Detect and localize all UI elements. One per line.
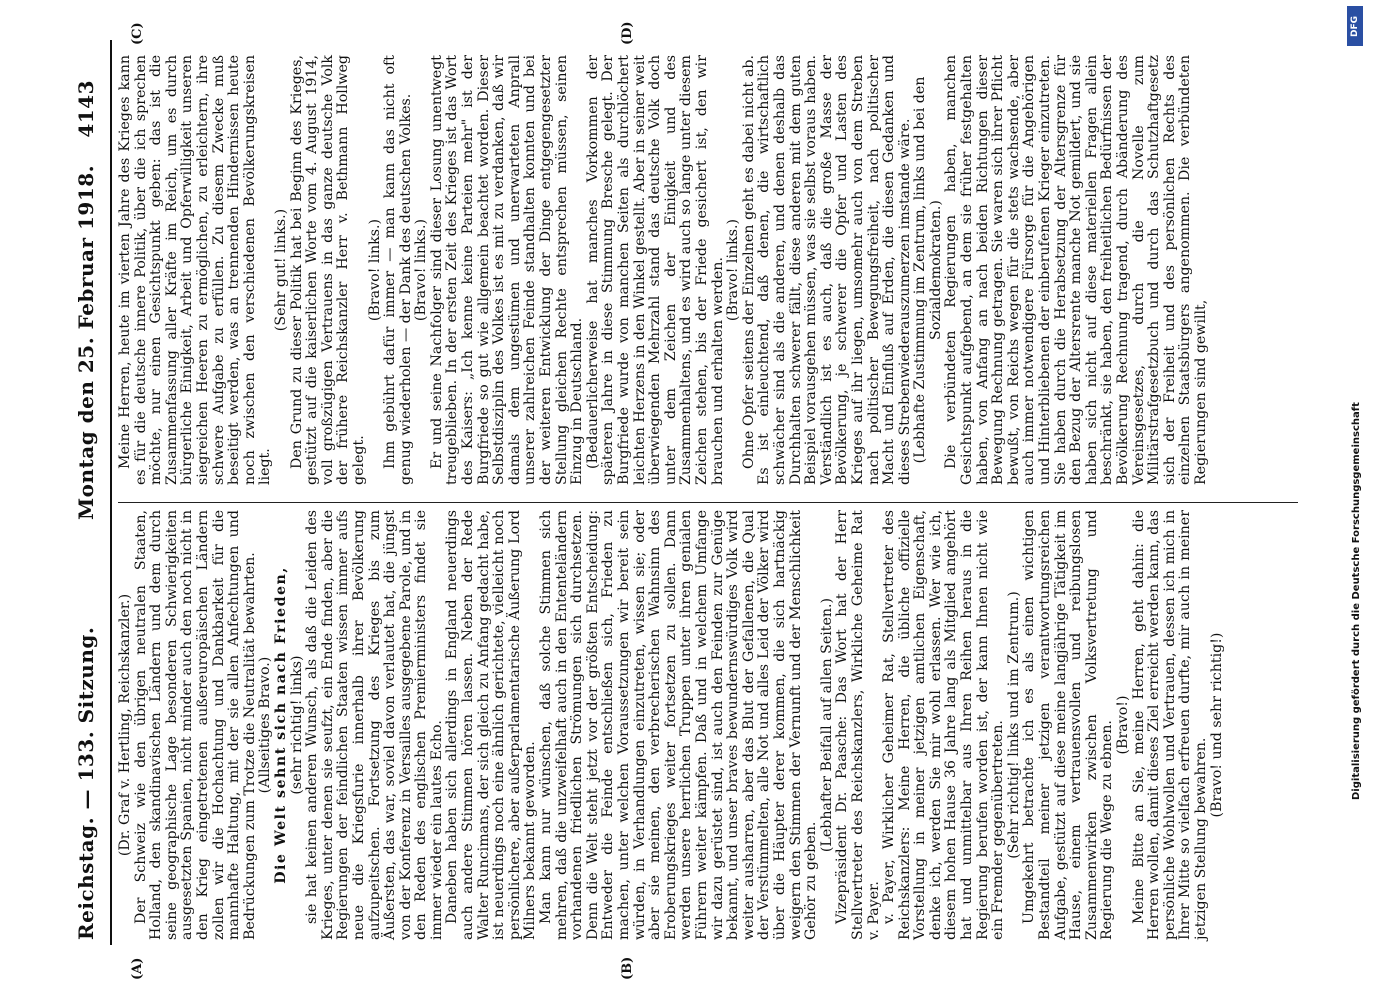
paragraph: Die verbündeten Regierungen haben, manchen Gesichtspunkt aufgebend, an dem sie früher festgehalten haben, von Anfang an nach beiden Richtungen dieser Bewegung Rechnung getragen. Sie waren sich ihrer Pflicht bewußt, von Reichs wegen für die stets wachsende, aber auch immer notwendigere Fürsorge für die Angehörigen und Hinterbliebenen der einberufenen Krieger einzutreten. Sie haben durch die Herabsetzung der Altersgrenze für den Bezug der Altersrente manche Not gemildert, und sie haben sich nicht auf diese materiellen Fragen allein beschränkt, sie haben, den freiheitlichen Bedürfnissen der Bevölkerung Rechnung tragend, durch Abänderung des Vereinsgesetzes, durch die Novelle zum Militärstrafgesetzbuch und durch das Schutzhaftgesetz sich der Freiheit und des persönlichen Rechts des einzelnen Staatsbürgers angenommen. Die verbündeten Regierungen sind gewillt, xyxy=(943,55,1209,485)
paragraph: Den Grund zu dieser Politik hat bei Beginn des Krieges, gestützt auf die kaiserlichen Worte vom 4. August 1914, voll großzügigen Vertrauens in das ganze deutsche Volk der frühere Reichskanzler Herr v. Bethmann Hollweg gelegt. xyxy=(288,55,367,485)
column-right xyxy=(118,55,1210,485)
margin-mark-d: (D) xyxy=(620,21,635,45)
interjection: (Bravo! links.) xyxy=(725,218,742,322)
interjection: (Sehr gut! links.) xyxy=(272,208,289,332)
column-divider xyxy=(118,502,1298,503)
page-header xyxy=(68,40,108,940)
paragraph: v. Payer, Wirklicher Geheimer Rat, Stellvertreter des Reichskanzlers: Meine Herren, die übliche offizielle Vorstellung in meiner jetzigen amtlichen Eigenschaft, denke ich, werden Sie mir wohl erlassen. Wer wie ich, diesem hohen Hause 36 Jahre lang als Mitglied angehört hat und unmittelbar aus Ihren Reihen heraus in die Regierung berufen worden ist, der kann Ihnen nicht wie ein Fremder gegenübertreten. xyxy=(881,510,1007,940)
header-left: Reichstag. — 133. Sitzung. xyxy=(74,626,98,940)
header-date: Montag den 25. Februar 1918. xyxy=(74,164,98,520)
column-left xyxy=(118,510,1225,940)
digitization-credit: Digitalisierung gefördert durch die Deutsche Forschungsgemeinschaft xyxy=(1351,402,1362,800)
interjection: (Bravo! und sehr richtig!) xyxy=(1208,632,1225,818)
paragraph: Umgekehrt betrachte ich es als einen wichtigen Bestandteil meiner jetzigen verantwortungsreichen Aufgabe, gestützt auf diese meine langjährige Tätigkeit im Hause, einem vertrauensvollen und reibungslosen Zusammenwirken zwischen Volksvertretung und Regierung die Wege zu ebnen. xyxy=(1021,510,1116,940)
interjection: (Allseitiges Bravo.) xyxy=(257,656,274,794)
interjection: (Bravo! links.) xyxy=(366,218,383,322)
speaker-line: (Dr. Graf v. Hertling, Reichskanzler.) xyxy=(117,593,133,857)
margin-mark-a: (A) xyxy=(130,957,145,980)
paragraph: (Bedauerlicherweise hat manches Vorkommen der späteren Jahre in diese Stimmung Bresche gelegt. Der Burgfriede wurde von manchen Seiten als durchlöchert leichten Herzens in den Winkel gestellt. Aber in seiner weit überwiegenden Mehrzahl stand das deutsche Volk doch unter dem Zeichen der Einigkeit und des Zusammenhaltens, und es wird auch so lange unter diesem Zeichen stehen, bis der Friede gesichert ist, den wir brauchen und erhalten werden. xyxy=(584,55,726,485)
paragraph: Er und seine Nachfolger sind dieser Losung unentwegt treugeblieben. In der ersten Zeit des Krieges ist das Wort des Kaisers: „Ich kenne keine Parteien mehr" ist der Burgfriede so gut wie allgemein beachtet worden. Dieser Selbstdisziplin des Volkes ist es mit zu verdanken, daß wir damals dem ungestümen und unerwarteten Anprall unserer zahlreichen Feinde standhalten konnten und bei der weiteren Entwicklung der Dinge entgegengesetzter Stellung gleichen Rechte entsprechen müssen, seinen Einzug in Deutschland. xyxy=(428,55,586,485)
paragraph: Ihm gebührt dafür immer — man kann das nicht oft genug wiederholen — der Dank des deutschen Volkes. xyxy=(382,55,414,485)
dfg-logo: DFG xyxy=(1347,6,1363,46)
interjection: (Lebhafter Beifall auf allen Seiten.) xyxy=(818,597,835,853)
paragraph: Meine Bitte an Sie, meine Herren, geht dahin: die Herren wollen, damit dieses Ziel erreicht werden kann, das persönliche Wohlwollen und Vertrauen, dessen ich mich in Ihrer Mitte so vielfach erfreuen durfte, mir auch in meiner jetzigen Stellung bewahren. xyxy=(1130,510,1209,940)
interjection: (Bravo! links.) xyxy=(413,218,430,322)
paragraph: Meine Herren, heute im vierten Jahre des Krieges kann es für die deutsche innere Politik, über die ich sprechen möchte, nur einen Gesichtspunkt geben: das ist die Zusammenfassung aller Kräfte im Reich, um es durch bürgerliche Einigkeit, Arbeit und Opferwilligkeit unseren siegreichen Heeren zu ermöglichen, zu erleichtern, ihre schwere Aufgabe zu erfüllen. Zu diesem Zwecke muß beseitigt werden, was an trennenden Hindernissen heute noch zwischen den verschiedenen Bevölkerungskreisen liegt. xyxy=(117,55,274,485)
page-number: 4143 xyxy=(74,80,98,138)
paragraph: Der Schweiz wie den übrigen neutralen Staaten, Holland, den skandinavischen Ländern und dem durch seine geographische Lage besonderen Schwierigkeiten ausgesetzten Spanien, nicht minder auch den noch nicht in den Krieg eingetretenen außereuropäischen Ländern zollen wir die Hochachtung und Dankbarkeit für die mannhafte Haltung, mit der sie allen Anfechtungen und Bedrückungen zum Trotze die Neutralität bewahrten. xyxy=(132,510,258,940)
heading-line: Die Welt sehnt sich nach Frieden, xyxy=(272,566,289,884)
margin-mark-c: (C) xyxy=(130,22,145,45)
margin-mark-b: (B) xyxy=(620,956,635,980)
header-rule xyxy=(110,40,112,945)
interjection: (Lebhafte Zustimmung im Zentrum, links und bei den Sozialdemokraten.) xyxy=(912,76,944,464)
paragraph: Daneben haben sich allerdings in England neuerdings auch andere Stimmen hören lassen. Neben der Rede Walter Runcimans, der sich gleich zu Anfang gedacht habe, ist neuerdings noch eine ähnlich gerichtete, vielleicht noch persönlichere, aber außerparlamentarische Äußerung Lord Milners bekannt geworden. xyxy=(444,510,539,940)
interjection: (Bravo!) xyxy=(1115,695,1131,755)
paragraph: sie hat keinen anderen Wunsch, als daß die Leiden des Krieges, unter denen sie seufzt, ein Ende finden, aber die Regierungen der feindlichen Staaten wissen immer aufs neue die Kriegsfurie innerhalb ihrer Bevölkerung aufzupeitschen. Fortsetzung des Krieges bis zum Äußersten, das war, soviel davon verlautet hat, die jüngst von der Konferenz in Versailles ausgegebene Parole, und in den Reden des englischen Premierministers findet sie immer wieder ein lautes Echo. xyxy=(304,510,445,940)
paragraph: Vizepräsident Dr. Paasche: Das Wort hat der Herr Stellvertreter des Reichskanzlers, Wirkliche Geheime Rat v. Payer. xyxy=(834,510,882,940)
paragraph: Ohne Opfer seitens der Einzelnen geht es dabei nicht ab. Es ist einleuchtend, daß denen, die wirtschaftlich schwächer sind als die anderen, und denen deshalb das Durchhalten schwerer fällt, diese anderen mit dem guten Beispiel vorausgehen müssen, was sie selbst voraus haben. Verständlich ist es auch, daß die große Masse der Bevölkerung, je schwerer die Opfer und Lasten des Krieges auf ihr liegen, umsomehr auch von dem Streben nach politischer Bewegungsfreiheit, nach politischer Macht und Einfluß auf Erden, die diesen Gedanken und dieses Strebenwiederauszumerzen imstande wäre. xyxy=(740,55,913,485)
paragraph: Man kann nur wünschen, daß solche Stimmen sich mehren, daß die unzweifelhaft auch in den Ententeländern vorhandenen friedlichen Strömungen sich durchsetzen. Denn die Welt steht jetzt vor der größten Entscheidung: Entweder die Feinde entschließen sich, Frieden zu machen, unter welchen Voraussetzungen wir bereit sein würden, in Verhandlungen einzutreten, wissen sie; oder aber sie meinen, den verbrecherischen Wahnsinn des Eroberungskrieges weiter fortsetzen zu sollen. Dann werden unsere herrlichen Truppen unter ihren genialen Führern weiter kämpfen. Daß und in welchem Umfange wir dazu gerüstet sind, ist auch den Feinden zur Genüge bekannt, und unser braves bewundernswürdiges Volk wird weiter ausharren, aber das Blut der Gefallenen, die Qual der Verstümmelten, alle Not und alles Leid der Völker wird über die Häupter derer kommen, die sich hartnäckig weigern den Stimmen der Vernunft und der Menschlichkeit Gehör zu geben. xyxy=(538,510,820,940)
interjection: (sehr richtig! links) xyxy=(288,655,305,795)
digitization-sidebar xyxy=(1345,0,1365,1000)
document-page xyxy=(60,0,1340,1000)
interjection: (Sehr richtig! links und im Zentrum.) xyxy=(1005,591,1022,859)
